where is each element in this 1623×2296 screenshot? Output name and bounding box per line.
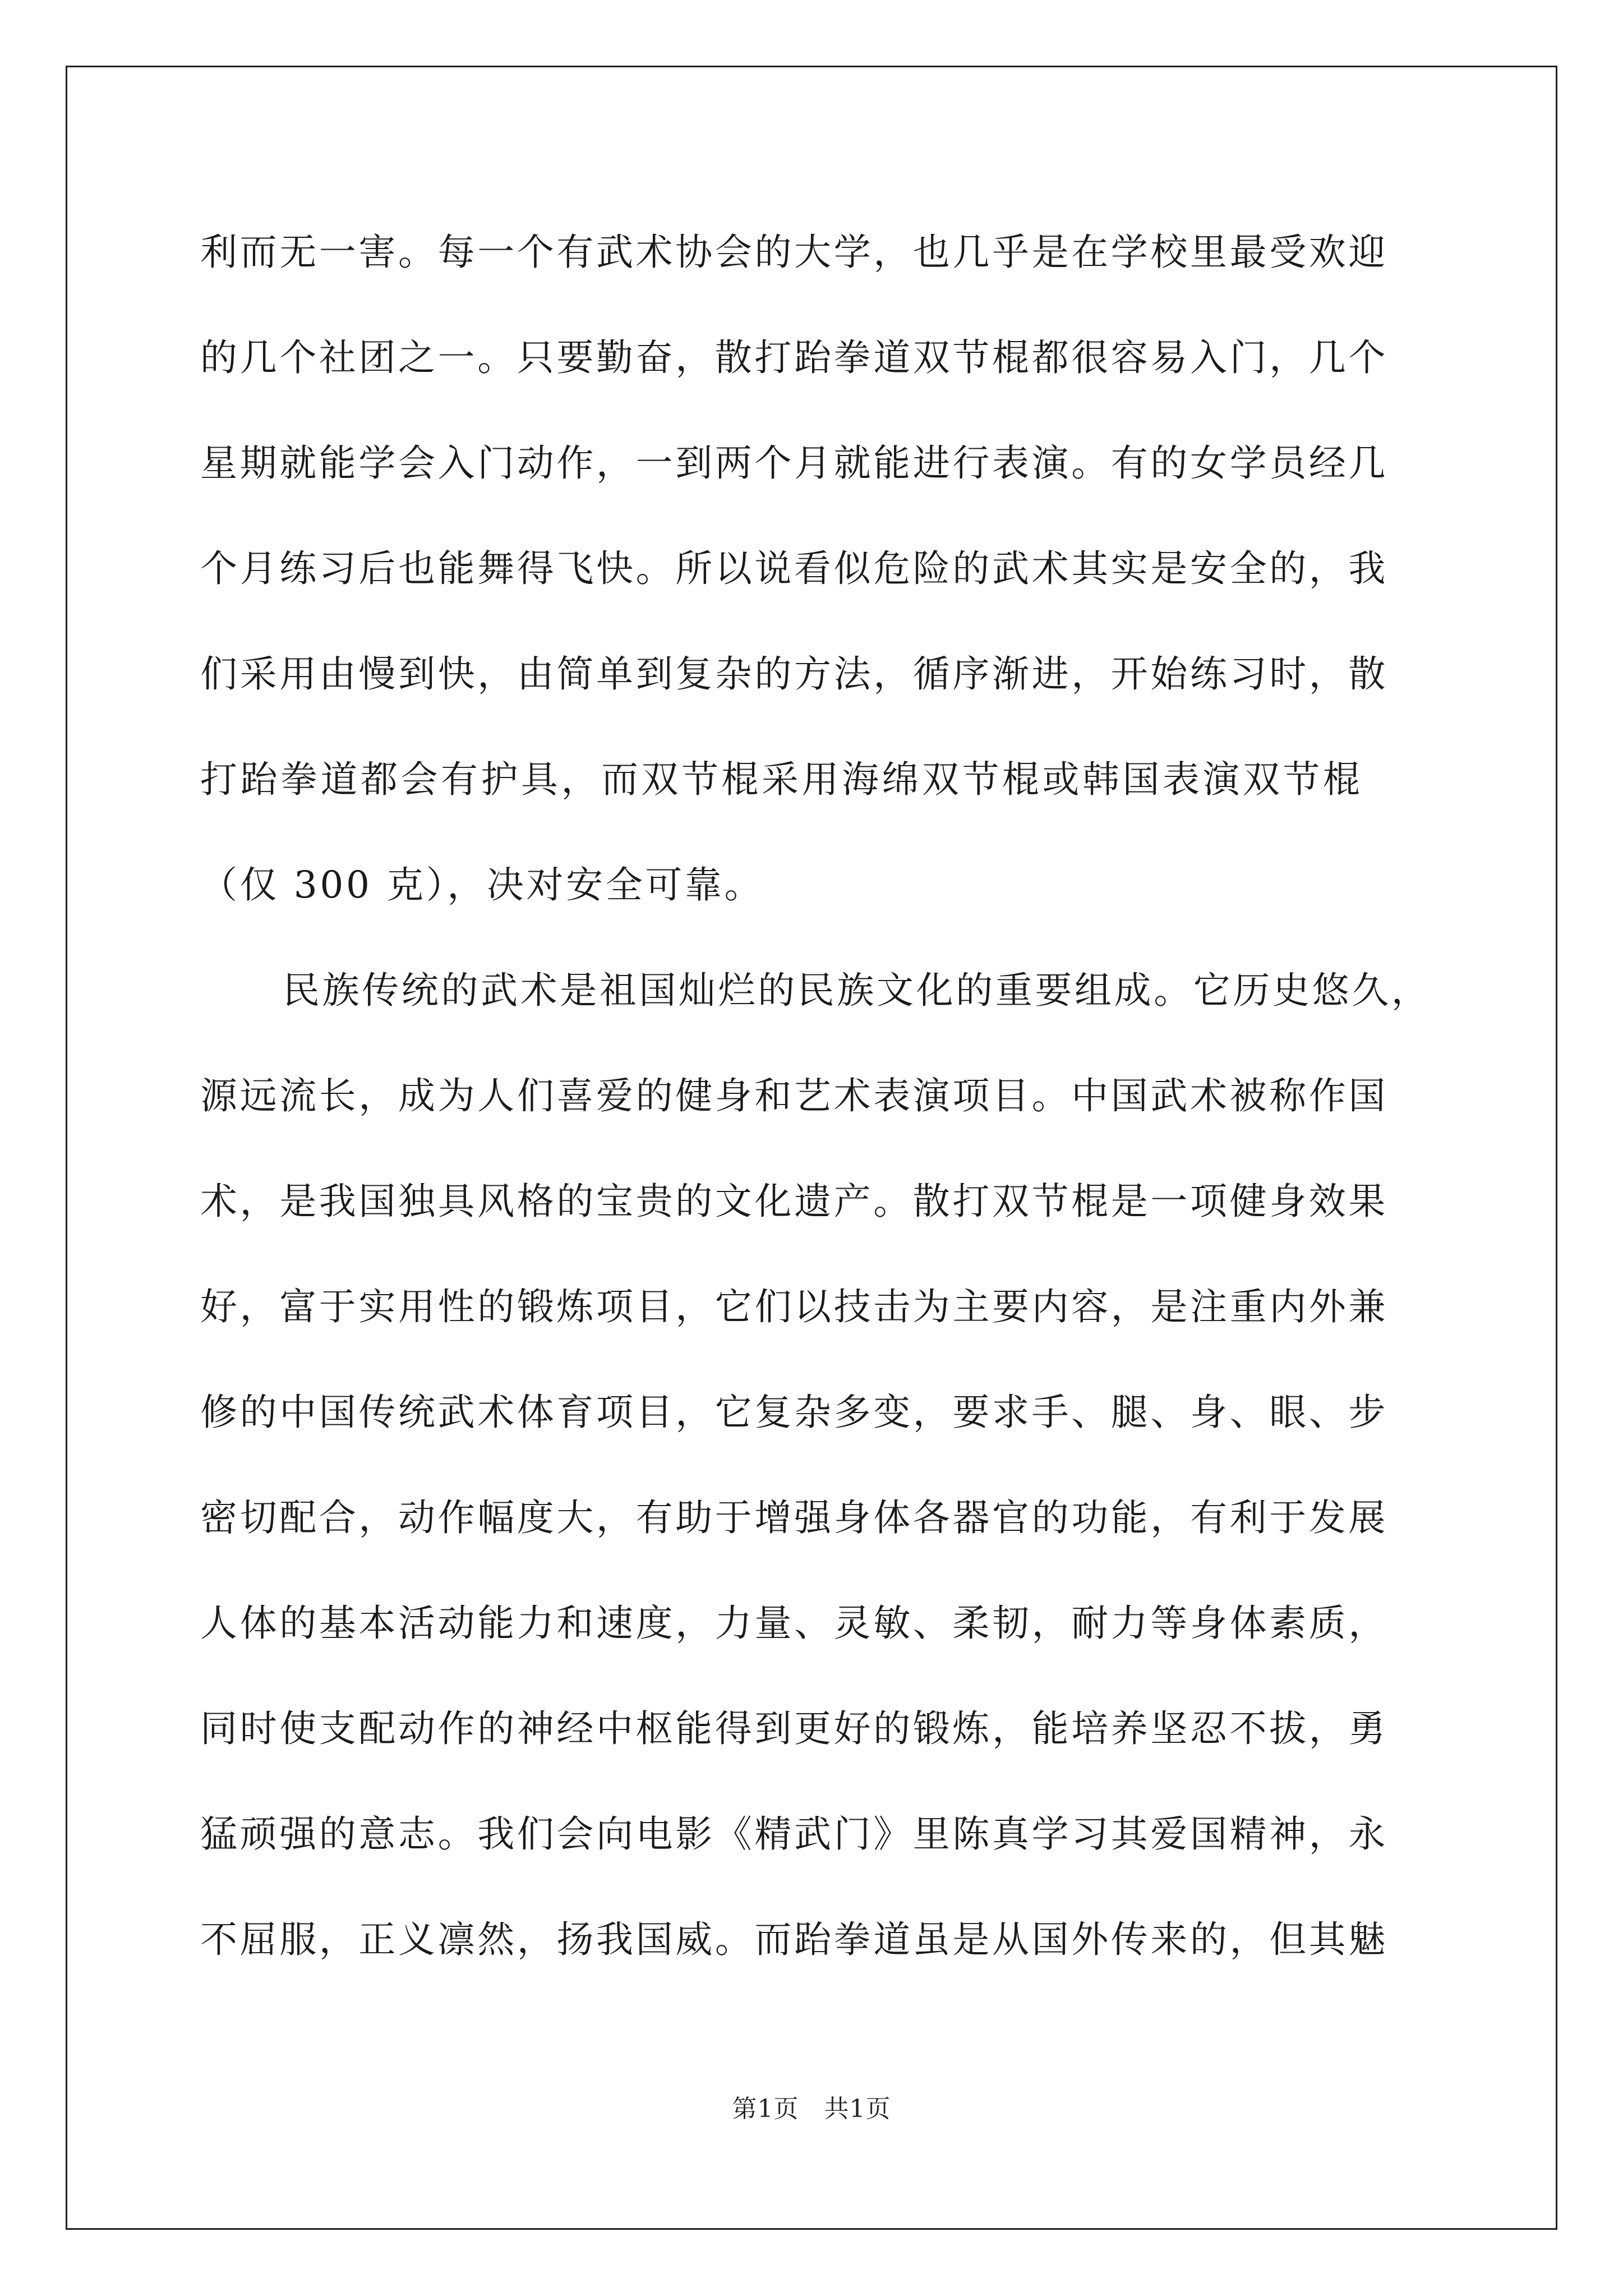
text-line-16: 猛顽强的意志。我们会向电影《精武门》里陈真学习其爱国精神，永 bbox=[200, 1812, 1388, 1856]
text-line-17: 不屈服，正义凛然，扬我国威。而跆拳道虽是从国外传来的，但其魅 bbox=[200, 1918, 1388, 1961]
text-line-9: 源远流长，成为人们喜爱的健身和艺术表演项目。中国武术被称作国 bbox=[200, 1074, 1388, 1117]
text-line-2: 的几个社团之一。只要勤奋，散打跆拳道双节棍都很容易入门，几个 bbox=[200, 336, 1388, 379]
text-line-7: （仅 300 克），决对安全可靠。 bbox=[200, 863, 764, 907]
paragraph-start-line: 民族传统的武术是祖国灿烂的民族文化的重要组成。它历史悠久， bbox=[283, 969, 1431, 1012]
page-number-footer: 第1页 共1页 bbox=[732, 2095, 891, 2123]
text-line-10: 术，是我国独具风格的宝贵的文化遗产。散打双节棍是一项健身效果 bbox=[200, 1180, 1388, 1223]
text-line-1: 利而无一害。每一个有武术协会的大学，也几乎是在学校里最受欢迎 bbox=[200, 231, 1388, 274]
text-line-13: 密切配合，动作幅度大，有助于增强身体各器官的功能，有利于发展 bbox=[200, 1496, 1388, 1539]
text-line-4: 个月练习后也能舞得飞快。所以说看似危险的武术其实是安全的，我 bbox=[200, 547, 1388, 590]
text-line-6: 打跆拳道都会有护具，而双节棍采用海绵双节棍或韩国表演双节棍 bbox=[200, 758, 1363, 801]
text-line-14: 人体的基本活动能力和速度，力量、灵敏、柔韧，耐力等身体素质， bbox=[200, 1602, 1388, 1645]
text-line-5: 们采用由慢到快，由简单到复杂的方法，循序渐进，开始练习时，散 bbox=[200, 652, 1388, 696]
text-line-12: 修的中国传统武术体育项目，它复杂多变，要求手、腿、身、眼、步 bbox=[200, 1391, 1388, 1434]
text-line-3: 星期就能学会入门动作，一到两个月就能进行表演。有的女学员经几 bbox=[200, 441, 1388, 485]
document-body bbox=[200, 216, 1434, 2009]
text-line-15: 同时使支配动作的神经中枢能得到更好的锻炼，能培养坚忍不拔，勇 bbox=[200, 1707, 1388, 1750]
text-line-11: 好，富于实用性的锻炼项目，它们以技击为主要内容，是注重内外兼 bbox=[200, 1285, 1388, 1328]
